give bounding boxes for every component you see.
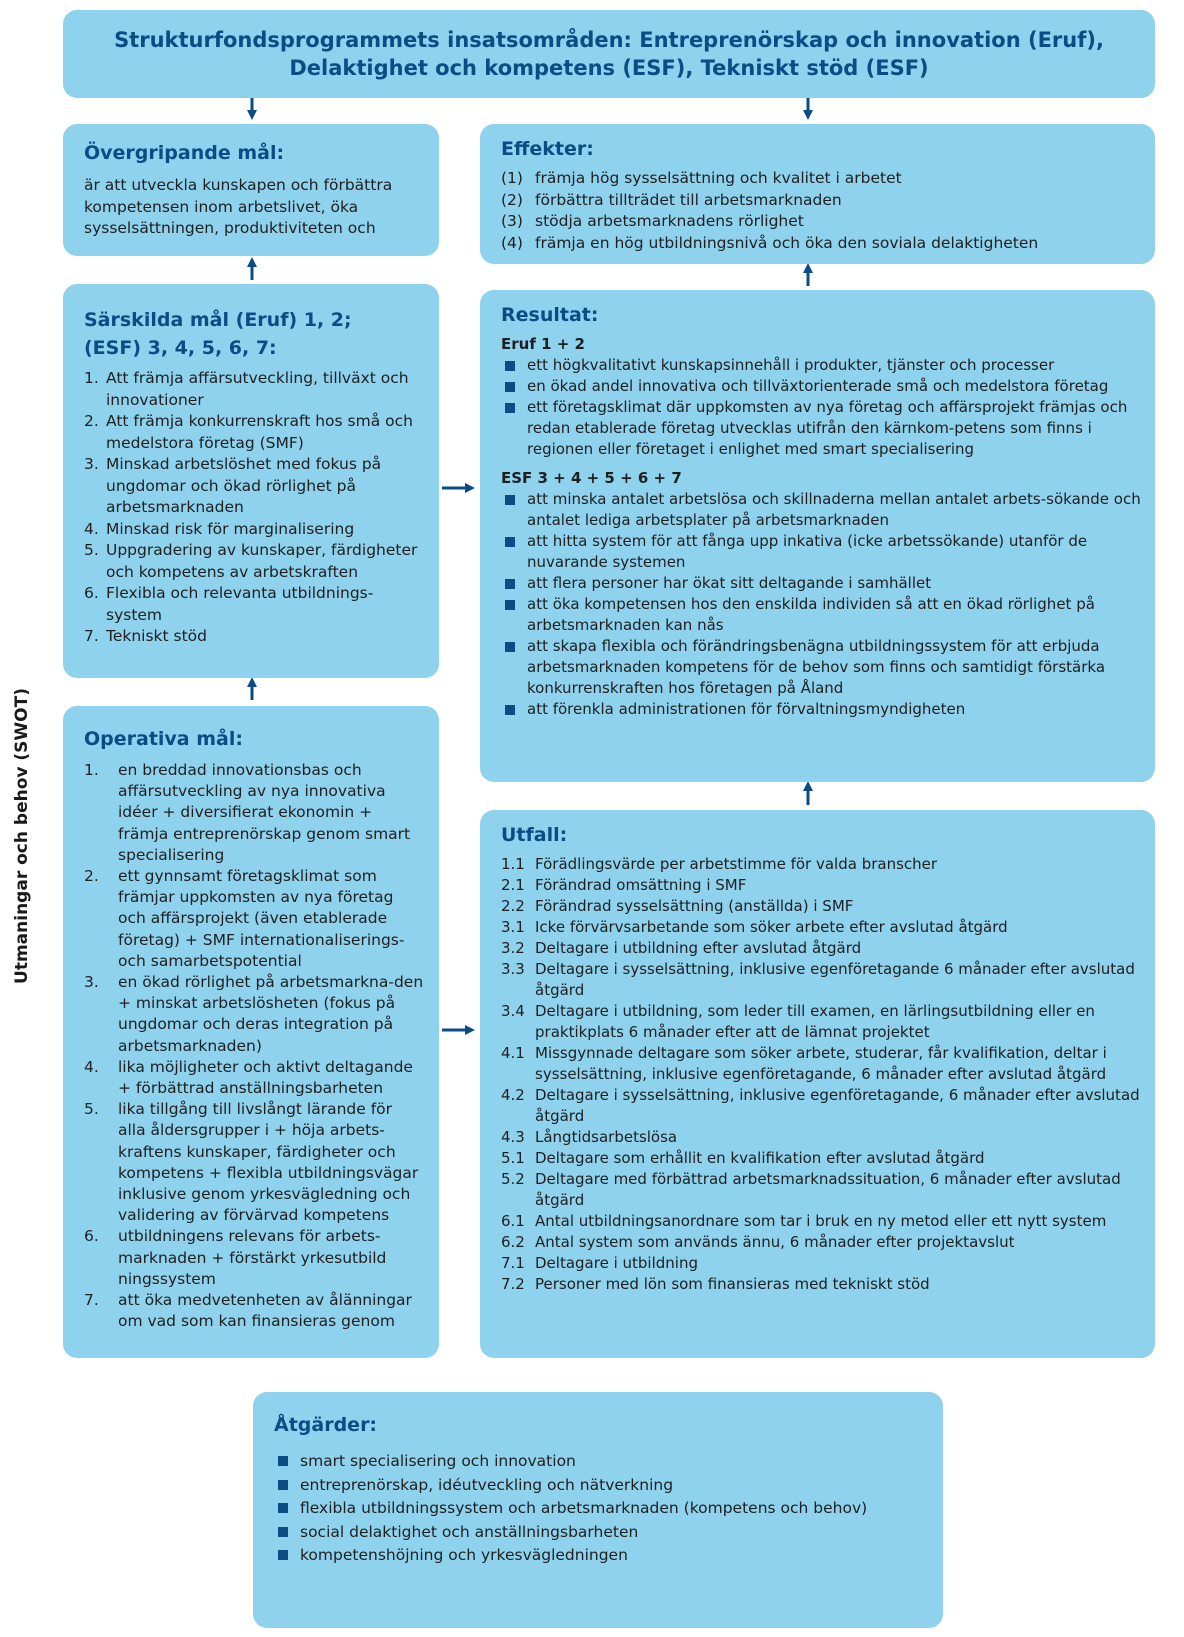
overgripande-text: är att utveckla kunskapen och förbättra kompetensen inom arbetslivet, öka sysselsättningen, produktiviteten och [84,176,393,237]
list-item: 4. Minskad risk för marginalisering [84,519,355,538]
list-item: 4.1 Missgynnade deltagare som söker arbete, studerar, får kvalifikation, deltar i sysselsättning, inklusive egenföretagande, 6 månader efter avslutad åtgärd [501,1044,1107,1083]
list-item: 1. Att främja affärsutveckling, tillväxt och innovationer [84,369,409,409]
list-item: 6. utbildningens relevans för arbets-marknaden + förstärkt yrkesutbild ningssystem [84,1227,387,1288]
overgripande-title: Övergripande mål: [84,142,285,164]
resultat-box [480,290,1155,782]
list-item: 7. att öka medvetenheten av ålänningar om vad som kan finansieras genom [84,1291,412,1331]
effekter-box [480,124,1155,264]
list-item: 3.4 Deltagare i utbildning, som leder till examen, en lärlingsutbildning eller en praktikplats 6 månader efter att de lämnat projektet [501,1002,1095,1041]
list-item: 1. en breddad innovationsbas och affärsutveckling av nya innovativa idéer + diversifierat ekonomin + främja entreprenörskap genom smart specialisering [84,761,411,864]
list-item: 1.1 Förädlingsvärde per arbetstimme för valda branscher [501,855,938,873]
header-box [63,10,1155,98]
swot-side-label: Utmaningar och behov (SWOT) [12,688,32,984]
operativa-list [84,760,424,1332]
overgripande-box [63,124,439,256]
list-item: 4.3 Långtidsarbetslösa [501,1128,678,1146]
list-item: (1) främja hög sysselsättning och kvalitet i arbetet [501,169,902,187]
list-item: 5.2 Deltagare med förbättrad arbetsmarknadssituation, 6 månader efter avslutad åtgärd [501,1170,1121,1209]
list-item: 3.2 Deltagare i utbildning efter avslutad åtgärd [501,939,862,957]
list-item: 5. Uppgradering av kunskaper, färdigheter och kompetens av arbetskraften [84,541,418,581]
operativa-title: Operativa mål: [84,728,243,750]
resultat-group1-label: Eruf 1 + 2 [501,335,585,353]
list-item: 6.2 Antal system som används ännu, 6 månader efter projektavslut [501,1233,1015,1251]
list-item: flexibla utbildningssystem och arbetsmarknaden (kompetens och behov) [274,1497,934,1521]
list-item: (4) främja en hög utbildningsnivå och öka den soviala delaktigheten [501,233,1039,252]
list-item: 4.2 Deltagare i sysselsättning, inklusive egenföretagande, 6 månader efter avslutad åtgärd [501,1086,1140,1125]
list-item: 5. lika tillgång till livslångt lärande för alla åldersgrupper i + höja arbets-kraftens kunskaper, färdigheter och kompetens + flexibla utbildningsvägar inklusive genom yrkesvägledning och validering av förvärvad kompetens [84,1100,419,1225]
list-item: 2.1 Förändrad omsättning i SMF [501,876,747,894]
list-item: social delaktighet och anställningsbarheten [274,1521,934,1545]
list-item: 2. ett gynnsamt företagsklimat som främjar uppkomsten av nya företag och affärsprojekt (även etablerade företag) + SMF internationaliserings- och samarbetspotential [84,867,405,970]
sarskilda-box [63,284,439,678]
list-item: ett högkvalitativt kunskapsinnehåll i produkter, tjänster och processer [501,355,1146,376]
list-item: att öka kompetensen hos den enskilda individen så att en ökad rörlighet på arbetsmarknaden kan nås [501,594,1146,636]
list-item: att förenkla administrationen för förvaltningsmyndigheten [501,699,1146,720]
resultat-title: Resultat: [501,304,599,326]
list-item: 2. Att främja konkurrenskraft hos små och medelstora företag (SMF) [84,412,413,452]
utfall-list [501,854,1146,1295]
list-item: en ökad andel innovativa och tillväxtorienterade små och medelstora företag [501,376,1146,397]
list-item: 2.2 Förändrad sysselsättning (anställda) i SMF [501,897,854,915]
sarskilda-list [84,368,419,648]
resultat-group2-list [501,489,1146,720]
list-item: 4. lika möjligheter och aktivt deltagande + förbättrad anställningsbarheten [84,1057,413,1098]
operativa-box [63,706,439,1358]
list-item: entreprenörskap, idéutveckling och nätverkning [274,1474,934,1498]
effekter-title: Effekter: [501,138,594,160]
list-item: 6. Flexibla och relevanta utbildnings-system [84,584,374,624]
list-item: smart specialisering och innovation [274,1450,934,1474]
list-item: att minska antalet arbetslösa och skillnaderna mellan antalet arbets-sökande och antalet lediga arbetsplater på arbetsmarknaden [501,489,1146,531]
list-item: att flera personer har ökat sitt deltagande i samhället [501,573,1146,594]
effekter-list [501,168,1141,254]
list-item: 3. en ökad rörlighet på arbetsmarkna-den + minskat arbetslösheten (fokus på ungdomar och deras integration på arbetsmarknaden) [84,973,424,1055]
utfall-title: Utfall: [501,824,568,846]
list-item: 7.2 Personer med lön som finansieras med tekniskt stöd [501,1275,930,1293]
atgarder-list [274,1450,934,1568]
list-item: 6.1 Antal utbildningsanordnare som tar i bruk en ny metod eller ett nytt system [501,1212,1107,1230]
list-item: att hitta system för att fånga upp inkativa (icke arbetssökande) utanför de nuvarande systemen [501,531,1146,573]
resultat-group2-label: ESF 3 + 4 + 5 + 6 + 7 [501,469,682,487]
list-item: (3) stödja arbetsmarknadens rörlighet [501,212,804,230]
resultat-group1-list [501,355,1146,460]
list-item: 5.1 Deltagare som erhållit en kvalifikation efter avslutad åtgärd [501,1149,985,1167]
utfall-box [480,810,1155,1358]
list-item: kompetenshöjning och yrkesvägledningen [274,1544,934,1568]
list-item: (2) förbättra tillträdet till arbetsmarknaden [501,190,842,209]
list-item: ett företagsklimat där uppkomsten av nya företag och affärsprojekt främjas och redan etablerade företag utvecklas utifrån den kärnkom-petens som finns i regionen eller företaget i enlighet med smart specialisering [501,397,1146,460]
resultat-content [501,334,1146,720]
list-item: 3.3 Deltagare i sysselsättning, inklusive egenföretagande 6 månader efter avslutad åtgärd [501,960,1135,999]
atgarder-title: Åtgärder: [274,1414,378,1436]
list-item: 3. Minskad arbetslöshet med fokus på ungdomar och ökad rörlighet på arbetsmarknaden [84,455,382,516]
list-item: 7.1 Deltagare i utbildning [501,1254,698,1272]
list-item: 3.1 Icke förvärvsarbetande som söker arbete efter avslutad åtgärd [501,918,1008,936]
header-title: Strukturfondsprogrammets insatsområden: Entreprenörskap och innovation (Eruf), Delaktighet och kompetens (ESF), Tekniskt stöd (ESF) [114,28,1104,80]
list-item: att skapa flexibla och förändringsbenägna utbildningssystem för att erbjuda arbetsmarknaden kompetens för de behov som finns och samtidigt förstärka konkurrenskraften hos företagen på Åland [501,636,1146,699]
list-item: 7. Tekniskt stöd [84,627,208,645]
sarskilda-title: Särskilda mål (Eruf) 1, 2; (ESF) 3, 4, 5, 6, 7: [84,309,352,359]
atgarder-box [253,1392,943,1628]
